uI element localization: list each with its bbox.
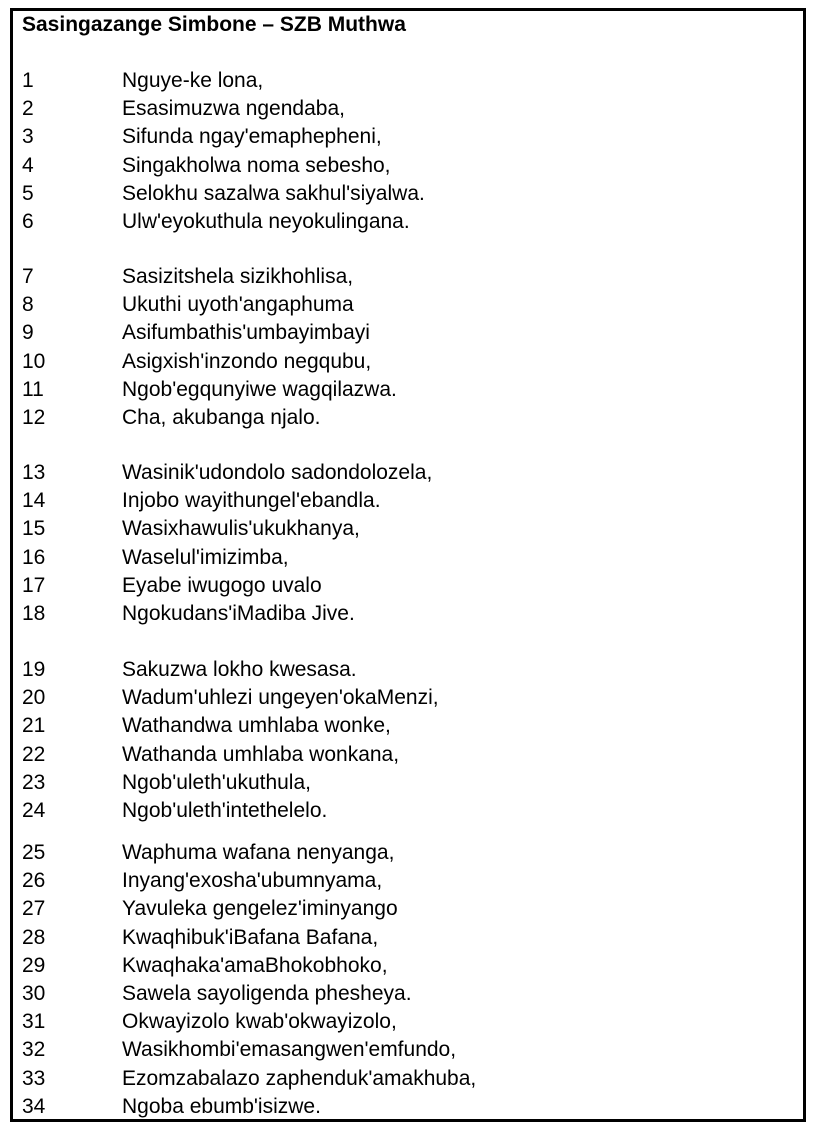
line-number: 4 bbox=[22, 153, 34, 177]
line-text: Selokhu sazalwa sakhul'siyalwa. bbox=[122, 181, 425, 205]
line-text: Wathanda umhlaba wonkana, bbox=[122, 742, 400, 766]
line-number: 8 bbox=[22, 293, 34, 317]
line-number: 12 bbox=[22, 406, 46, 429]
poem-line bbox=[0, 348, 800, 376]
line-number: 18 bbox=[22, 602, 46, 625]
poem-line bbox=[0, 459, 800, 487]
poem-line bbox=[0, 712, 800, 740]
line-text: Injobo wayithungel'ebandla. bbox=[122, 489, 381, 513]
line-number: 21 bbox=[22, 714, 46, 738]
line-number: 26 bbox=[22, 869, 46, 893]
line-text: Sakuzwa lokho kwesasa. bbox=[122, 658, 357, 681]
line-text: Waselul'imizimba, bbox=[122, 545, 289, 569]
poem-line bbox=[0, 208, 800, 236]
line-text: Ngoba ebumb'isizwe. bbox=[122, 1094, 321, 1118]
line-text: Sasizitshela sizikhohlisa, bbox=[122, 265, 354, 288]
line-number: 20 bbox=[22, 686, 46, 710]
line-text: Sifunda ngay'emaphepheni, bbox=[122, 125, 382, 149]
poem-line bbox=[0, 319, 800, 347]
poem-line bbox=[0, 980, 800, 1008]
poem-line bbox=[0, 867, 800, 895]
line-text: Wasinik'udondolo sadondolozela, bbox=[122, 461, 433, 484]
poem-line bbox=[0, 952, 800, 980]
line-number: 33 bbox=[22, 1066, 46, 1090]
line-number: 27 bbox=[22, 897, 46, 921]
line-number: 2 bbox=[22, 97, 34, 121]
poem-line bbox=[0, 1008, 800, 1036]
line-number: 32 bbox=[22, 1038, 46, 1062]
poem-line bbox=[0, 600, 800, 628]
line-text: Ezomzabalazo zaphenduk'amakhuba, bbox=[122, 1066, 477, 1090]
poem-line bbox=[0, 895, 800, 923]
line-text: Wasixhawulis'ukukhanya, bbox=[122, 517, 360, 541]
line-number: 9 bbox=[22, 321, 34, 345]
line-number: 1 bbox=[22, 69, 34, 92]
line-number: 23 bbox=[22, 770, 46, 794]
poem-title: Sasingazange Simbone – SZB Muthwa bbox=[22, 13, 406, 36]
line-text: Wadum'uhlezi ungeyen'okaMenzi, bbox=[122, 686, 439, 710]
line-number: 28 bbox=[22, 925, 46, 949]
line-number: 6 bbox=[22, 210, 34, 233]
line-number: 16 bbox=[22, 545, 46, 569]
poem-line bbox=[0, 291, 800, 319]
poem-line bbox=[0, 376, 800, 404]
poem-line bbox=[0, 839, 800, 867]
poem-line bbox=[0, 656, 800, 684]
line-text: Singakholwa noma sebesho, bbox=[122, 153, 391, 177]
line-text: Asifumbathis'umbayimbayi bbox=[122, 321, 370, 345]
poem-line bbox=[0, 67, 800, 95]
line-text: Wathandwa umhlaba wonke, bbox=[122, 714, 391, 738]
line-number: 15 bbox=[22, 517, 46, 541]
poem-line bbox=[0, 515, 800, 543]
line-text: Ngob'uleth'intethelelo. bbox=[122, 799, 328, 822]
line-text: Kwaqhaka'amaBhokobhoko, bbox=[122, 953, 388, 977]
poem-line bbox=[0, 797, 800, 825]
line-number: 10 bbox=[22, 349, 46, 373]
line-number: 29 bbox=[22, 953, 46, 977]
poem-line bbox=[0, 1093, 800, 1121]
line-text: Okwayizolo kwab'okwayizolo, bbox=[122, 1010, 397, 1034]
line-text: Ngob'egqunyiwe wagqilazwa. bbox=[122, 377, 397, 401]
line-number: 14 bbox=[22, 489, 46, 513]
poem-line bbox=[0, 769, 800, 797]
line-text: Nguye-ke lona, bbox=[122, 69, 264, 92]
line-text: Yavuleka gengelez'iminyango bbox=[122, 897, 398, 921]
line-number: 19 bbox=[22, 658, 46, 681]
line-text: Kwaqhibuk'iBafana Bafana, bbox=[122, 925, 379, 949]
line-number: 13 bbox=[22, 461, 46, 484]
poem-line bbox=[0, 684, 800, 712]
line-text: Waphuma wafana nenyanga, bbox=[122, 841, 395, 864]
poem-line bbox=[0, 1065, 800, 1093]
line-text: Cha, akubanga njalo. bbox=[122, 406, 321, 429]
line-text: Ngokudans'iMadiba Jive. bbox=[122, 602, 355, 625]
line-text: Eyabe iwugogo uvalo bbox=[122, 573, 322, 597]
line-text: Ulw'eyokuthula neyokulingana. bbox=[122, 210, 410, 233]
poem-line bbox=[0, 572, 800, 600]
line-text: Wasikhombi'emasangwen'emfundo, bbox=[122, 1038, 457, 1062]
poem-line bbox=[0, 180, 800, 208]
line-number: 22 bbox=[22, 742, 46, 766]
line-number: 25 bbox=[22, 841, 46, 864]
line-number: 34 bbox=[22, 1094, 46, 1118]
line-text: Inyang'exosha'ubumnyama, bbox=[122, 869, 383, 893]
line-number: 7 bbox=[22, 265, 34, 288]
poem-line bbox=[0, 1036, 800, 1064]
line-number: 17 bbox=[22, 573, 46, 597]
line-number: 5 bbox=[22, 181, 34, 205]
line-text: Ngob'uleth'ukuthula, bbox=[122, 770, 311, 794]
poem-line bbox=[0, 924, 800, 952]
line-text: Asigxish'inzondo negqubu, bbox=[122, 349, 372, 373]
poem-line bbox=[0, 487, 800, 515]
poem-line bbox=[0, 95, 800, 123]
poem-line bbox=[0, 152, 800, 180]
poem-line bbox=[0, 404, 800, 432]
line-number: 31 bbox=[22, 1010, 46, 1034]
line-text: Sawela sayoligenda phesheya. bbox=[122, 982, 412, 1005]
line-number: 11 bbox=[22, 377, 44, 401]
poem-line bbox=[0, 741, 800, 769]
poem-line bbox=[0, 123, 800, 151]
line-text: Ukuthi uyoth'angaphuma bbox=[122, 293, 354, 317]
line-number: 24 bbox=[22, 799, 46, 822]
poem-line bbox=[0, 544, 800, 572]
line-number: 3 bbox=[22, 125, 34, 149]
poem-line bbox=[0, 263, 800, 291]
line-text: Esasimuzwa ngendaba, bbox=[122, 97, 345, 121]
line-number: 30 bbox=[22, 982, 46, 1005]
